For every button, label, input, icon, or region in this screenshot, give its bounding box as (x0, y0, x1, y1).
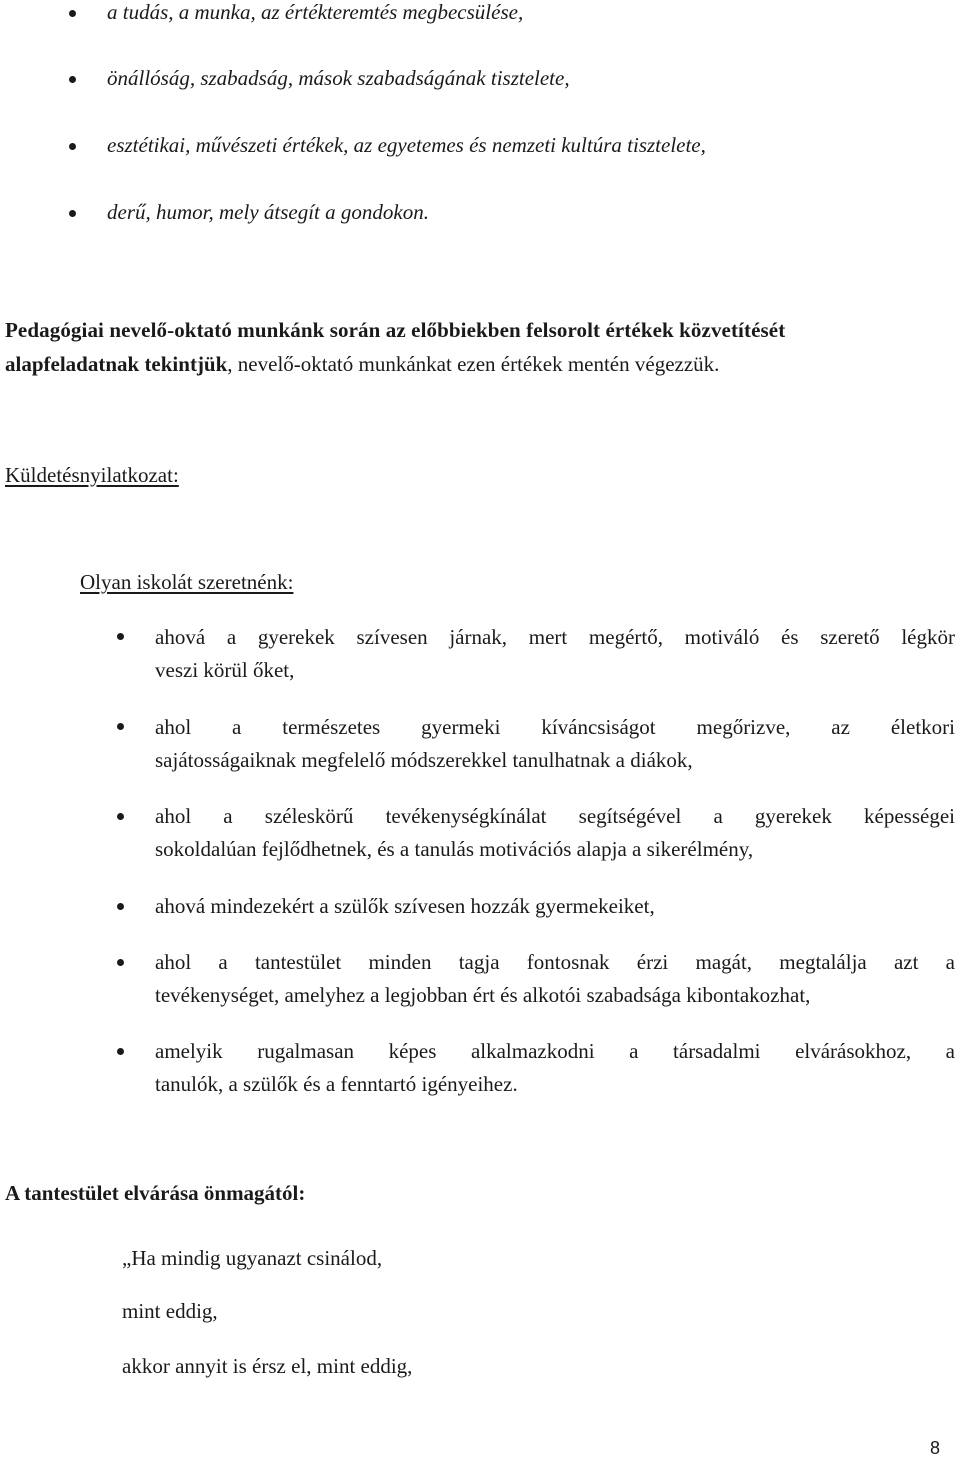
mission-item-line: ahol a széleskörű tevékenységkínálat segítségével a gyerekek képességei (155, 804, 955, 828)
mission-list-item (155, 711, 955, 777)
quote-line: „Ha mindig ugyanazt csinálod, (122, 1246, 383, 1270)
quote-line: akkor annyit is érsz el, mint eddig, (122, 1354, 413, 1378)
bullet-icon (69, 76, 76, 83)
bullet-icon (117, 633, 124, 640)
mission-item-line: ahol a természetes gyermeki kíváncsiságot megőrizve, az életkori (155, 715, 955, 739)
bullet-icon (117, 903, 124, 910)
bullet-icon (69, 10, 76, 17)
quote-line: mint eddig, (122, 1299, 218, 1323)
mission-heading: Küldetésnyilatkozat: (5, 463, 179, 487)
bullet-icon (117, 723, 124, 730)
bullet-icon (117, 959, 124, 966)
mission-item-line: ahol a tantestület minden tagja fontosnak érzi magát, megtalálja azt a (155, 950, 955, 974)
page-number: 8 (930, 1438, 941, 1458)
mission-item-line: sajátosságaiknak megfelelő módszerekkel tanulhatnak a diákok, (155, 748, 693, 772)
values-list-item: esztétikai, művészeti értékek, az egyetemes és nemzeti kultúra tisztelete, (107, 133, 706, 157)
mission-item-line: ahová a gyerekek szívesen járnak, mert megértő, motiváló és szerető légkör (155, 625, 955, 649)
mission-item-line: sokoldalúan fejlődhetnek, és a tanulás motivációs alapja a sikerélmény, (155, 837, 754, 861)
bullet-icon (117, 1048, 124, 1055)
paragraph-line-1 (5, 318, 955, 343)
mission-item-line: tevékenységet, amelyhez a legjobban ért és alkotói szabadsága kibontakozhat, (155, 983, 811, 1007)
mission-item-line: amelyik rugalmasan képes alkalmazkodni a társadalmi elvárásokhoz, a (155, 1039, 955, 1063)
bullet-icon (69, 210, 76, 217)
values-list-item: önállóság, szabadság, mások szabadságának tisztelete, (107, 66, 570, 90)
mission-subheading: Olyan iskolát szeretnénk: (80, 570, 294, 594)
mission-list-item (155, 800, 955, 866)
bullet-icon (69, 143, 76, 150)
mission-list-item (155, 946, 955, 1012)
paragraph-bold-text: Pedagógiai nevelő-oktató munkánk során az előbbiekben felsorolt értékek közvetítését (5, 318, 786, 342)
mission-list-item (155, 621, 955, 687)
mission-item-line: tanulók, a szülők és a fenntartó igényeihez. (155, 1072, 518, 1096)
mission-list-item (155, 890, 955, 923)
mission-list-item (155, 1035, 955, 1101)
mission-item-line: ahová mindezekért a szülők szívesen hozzák gyermekeiket, (155, 894, 655, 918)
values-list-item: derű, humor, mely átsegít a gondokon. (107, 200, 429, 224)
paragraph-text: , nevelő-oktató munkánkat ezen értékek mentén végezzük. (227, 352, 720, 376)
bullet-icon (117, 813, 124, 820)
paragraph-bold-text: alapfeladatnak tekintjük (5, 352, 228, 376)
staff-expectations-heading: A tantestület elvárása önmagától: (5, 1181, 306, 1205)
values-list-item: a tudás, a munka, az értékteremtés megbecsülése, (107, 0, 524, 24)
mission-item-line: veszi körül őket, (155, 658, 295, 682)
paragraph-line-2 (5, 352, 955, 377)
